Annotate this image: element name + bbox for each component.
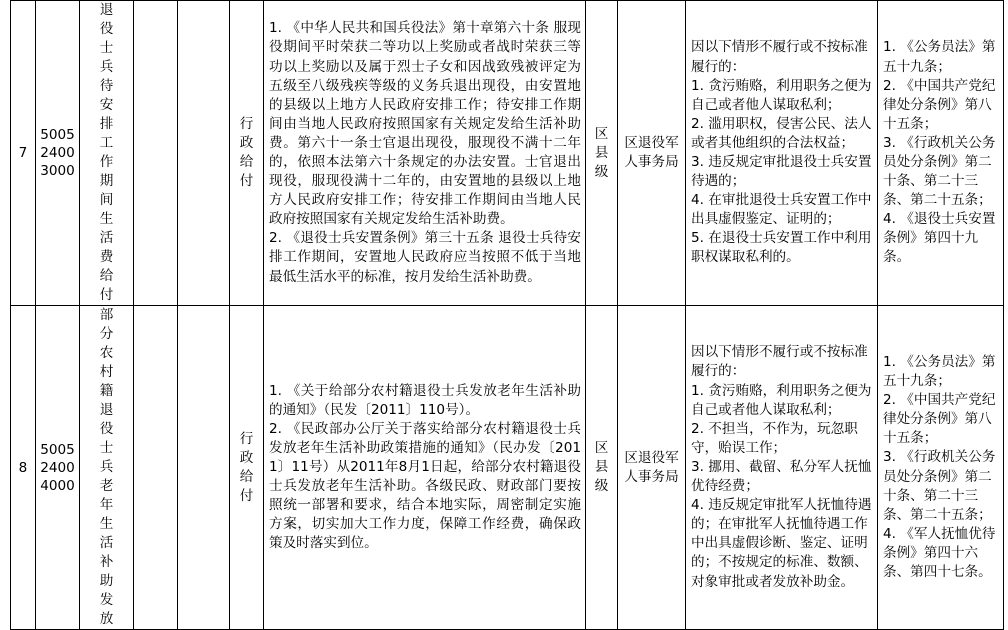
- legal-basis-para: 2. 《退役士兵安置条例》第三十五条 退役士兵待安排工作期间，安置地人民政府应当按照不低于当地最低生活水平的标准，按月发给生活补助费。: [269, 230, 581, 285]
- law-item: 2. 《中国共产党纪律处分条例》第八十五条；: [883, 392, 996, 447]
- legal-basis: [264, 17, 585, 288]
- item-name: 部分农村籍退役士兵老年生活补助发放: [99, 307, 114, 627]
- law-item: 2. 《中国共产党纪律处分条例》第八十五条；: [883, 77, 996, 132]
- duty-item: 因以下情形不履行或不按标准履行的：: [691, 344, 868, 380]
- duty-item: 1. 贪污贿赂，利用职务之便为自己或者他人谋取私利；: [691, 77, 872, 113]
- empty-cell: [134, 306, 178, 630]
- empty-cell: [178, 306, 230, 630]
- law-item: 3. 《行政机关公务员处分条例》第二十条、第二十三条、第二十五条；: [883, 449, 996, 523]
- law-item: 1. 《公务员法》第五十九条；: [883, 353, 996, 390]
- law-list: [878, 351, 1003, 584]
- law-item: 1. 《公务员法》第五十九条；: [883, 39, 996, 75]
- table-row: [11, 306, 1004, 630]
- empty-cell: [178, 1, 230, 306]
- item-type: 行政给付: [239, 116, 254, 189]
- admin-level: 区县级: [594, 125, 609, 180]
- empty-cell: [134, 1, 178, 306]
- law-item: 4. 《军人抚恤优待条例》第四十六条、第四十七条。: [883, 525, 996, 580]
- legal-basis-para: 1. 《中华人民共和国兵役法》第十章第六十条 服现役期间平时荣获二等功以上奖励或者战时荣获三等功以上奖励以及属于烈士子女和因战致残被评定为五级至八级残疾等级的义务兵退出现役，由安置地的县级以上地方人民政府安排工作；待安排工作期间由当地人民政府按照国家有关规定发给生活补助费。第六十一条士官退出现役，服现役不满十二年的，依照本法第六十条规定的办法安置。士官退出现役，服现役满十二年的，由安置地的县级以上地方人民政府安排工作；待安排工作期间由当地人民政府按照国家有关规定发给生活补助费。: [269, 20, 581, 228]
- duty-item: 5. 在退役士兵安置工作中利用职权谋取私利的。: [691, 230, 872, 266]
- duty-list: [686, 341, 877, 593]
- table-row: [11, 1, 1004, 306]
- duty-item: 3. 违反规定审批退役士兵安置待遇的；: [691, 154, 872, 190]
- item-type: 行政给付: [239, 430, 254, 504]
- duty-item: 2. 不担当，不作为，玩忽职守，贻误工作；: [691, 420, 858, 456]
- policy-table-sheet: [10, 0, 1003, 630]
- responsible-dept: 区退役军人事务局: [624, 449, 679, 485]
- duty-item: 1. 贪污贿赂，利用职务之便为自己或者他人谋取私利；: [691, 382, 872, 418]
- law-item: 3. 《行政机关公务员处分条例》第二十条、第二十三条、第二十五条；: [883, 134, 996, 209]
- duty-item: 3. 挪用、截留、私分军人抚恤优待经费；: [691, 458, 872, 495]
- item-code: 5005 2400 4000: [40, 441, 75, 494]
- policy-table: [10, 0, 1004, 630]
- legal-basis-para: 1. 《关于给部分农村籍退役士兵发放老年生活补助的通知》（民发〔2011〕110号）。: [269, 382, 581, 418]
- duty-item: 2. 滥用职权，侵害公民、法人或者其他组织的合法权益；: [691, 115, 872, 151]
- admin-level: 区县级: [594, 440, 609, 494]
- row-index: 7: [11, 1, 36, 306]
- law-list: [878, 36, 1003, 269]
- legal-basis: [264, 380, 585, 556]
- responsible-dept: 区退役军人事务局: [624, 135, 679, 170]
- row-index: 8: [11, 306, 36, 630]
- legal-basis-para: 2. 《民政部办公厅关于落实给部分农村籍退役士兵发放老年生活补助政策措施的通知》（民办发〔2011〕11号）从2011年8月1日起，给部分农村籍退役士兵发放老年生活补助。各级民政、财政部门要按照统一部署和要求，结合本地实际，周密制定实施方案，切实加大工作力度，保障工作经费，确保政策及时落实到位。: [269, 420, 581, 552]
- item-name: 退役士兵待安排工作期间生活费给付: [99, 2, 114, 303]
- item-code: 5005 2400 3000: [40, 127, 75, 179]
- duty-item: 因以下情形不履行或不按标准履行的：: [691, 39, 868, 75]
- duty-item: 4. 违反规定审批军人抚恤待遇的；在审批军人抚恤待遇工作中出具虚假诊断、鉴定、证明的；不按规定的标准、数额、对象审批或者发放补助金。: [691, 497, 872, 590]
- law-item: 4. 《退役士兵安置条例》第四十九条。: [883, 211, 996, 266]
- duty-item: 4. 在审批退役士兵安置工作中出具虚假鉴定、证明的；: [691, 192, 872, 228]
- duty-list: [686, 36, 877, 269]
